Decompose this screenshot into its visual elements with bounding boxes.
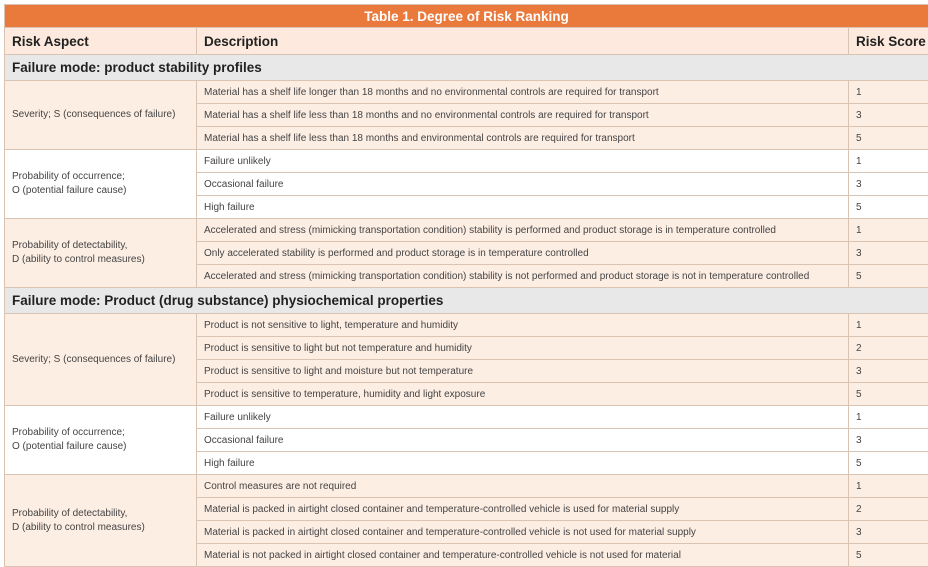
description-cell: Only accelerated stability is performed and product storage is in temperature controlled bbox=[197, 242, 849, 265]
description-cell: Material has a shelf life less than 18 months and no environmental controls are required for transport bbox=[197, 104, 849, 127]
risk-aspect-cell bbox=[5, 314, 197, 406]
column-header-risk-score: Risk Score bbox=[849, 28, 928, 55]
risk-aspect-line1: Probability of occurrence; bbox=[12, 427, 125, 438]
risk-aspect-line2: D (ability to control measures) bbox=[12, 254, 145, 265]
risk-score-cell: 1 bbox=[849, 475, 928, 498]
section-heading-row bbox=[5, 288, 928, 314]
description-cell: High failure bbox=[197, 452, 849, 475]
risk-score-cell: 1 bbox=[849, 314, 928, 337]
description-cell: Material is packed in airtight closed container and temperature-controlled vehicle is used for material supply bbox=[197, 498, 849, 521]
description-cell: Material has a shelf life longer than 18 months and no environmental controls are required for transport bbox=[197, 81, 849, 104]
table-row bbox=[5, 150, 928, 173]
table-row bbox=[5, 219, 928, 242]
description-cell: Material is packed in airtight closed container and temperature-controlled vehicle is not used for material supply bbox=[197, 521, 849, 544]
column-header-risk-aspect: Risk Aspect bbox=[5, 28, 197, 55]
table-header-row bbox=[5, 28, 928, 55]
table-body bbox=[5, 55, 928, 567]
risk-score-cell: 1 bbox=[849, 150, 928, 173]
risk-aspect-line1: Probability of detectability, bbox=[12, 240, 127, 251]
risk-score-cell: 5 bbox=[849, 383, 928, 406]
risk-aspect-line2: D (ability to control measures) bbox=[12, 522, 145, 533]
description-cell: Occasional failure bbox=[197, 173, 849, 196]
description-cell: Occasional failure bbox=[197, 429, 849, 452]
risk-aspect-line1: Severity; S (consequences of failure) bbox=[12, 354, 175, 365]
section-heading: Failure mode: Product (drug substance) physiochemical properties bbox=[5, 288, 928, 314]
risk-score-cell: 3 bbox=[849, 173, 928, 196]
risk-score-cell: 3 bbox=[849, 521, 928, 544]
risk-score-cell: 2 bbox=[849, 498, 928, 521]
risk-aspect-line2: O (potential failure cause) bbox=[12, 185, 127, 196]
description-cell: High failure bbox=[197, 196, 849, 219]
risk-score-cell: 5 bbox=[849, 196, 928, 219]
description-cell: Control measures are not required bbox=[197, 475, 849, 498]
risk-aspect-line1: Probability of detectability, bbox=[12, 508, 127, 519]
risk-aspect-line2: O (potential failure cause) bbox=[12, 441, 127, 452]
risk-aspect-cell bbox=[5, 406, 197, 475]
table-title-row bbox=[5, 5, 928, 28]
table-row bbox=[5, 475, 928, 498]
description-cell: Material has a shelf life less than 18 months and environmental controls are required for transport bbox=[197, 127, 849, 150]
description-cell: Material is not packed in airtight closed container and temperature-controlled vehicle is not used for material bbox=[197, 544, 849, 567]
risk-score-cell: 5 bbox=[849, 127, 928, 150]
description-cell: Product is sensitive to light but not temperature and humidity bbox=[197, 337, 849, 360]
table-row bbox=[5, 81, 928, 104]
risk-aspect-cell bbox=[5, 150, 197, 219]
risk-score-cell: 3 bbox=[849, 104, 928, 127]
risk-score-cell: 3 bbox=[849, 429, 928, 452]
description-cell: Failure unlikely bbox=[197, 150, 849, 173]
description-cell: Product is sensitive to temperature, humidity and light exposure bbox=[197, 383, 849, 406]
description-cell: Product is not sensitive to light, temperature and humidity bbox=[197, 314, 849, 337]
description-cell: Failure unlikely bbox=[197, 406, 849, 429]
column-header-description: Description bbox=[197, 28, 849, 55]
description-cell: Product is sensitive to light and moisture but not temperature bbox=[197, 360, 849, 383]
risk-score-cell: 3 bbox=[849, 242, 928, 265]
risk-score-cell: 5 bbox=[849, 265, 928, 288]
risk-aspect-line1: Probability of occurrence; bbox=[12, 171, 125, 182]
risk-score-cell: 1 bbox=[849, 81, 928, 104]
risk-ranking-table bbox=[4, 4, 928, 567]
risk-score-cell: 3 bbox=[849, 360, 928, 383]
table-row bbox=[5, 406, 928, 429]
section-heading: Failure mode: product stability profiles bbox=[5, 55, 928, 81]
risk-score-cell: 1 bbox=[849, 219, 928, 242]
risk-score-cell: 2 bbox=[849, 337, 928, 360]
section-heading-row bbox=[5, 55, 928, 81]
risk-aspect-line1: Severity; S (consequences of failure) bbox=[12, 109, 175, 120]
risk-score-cell: 5 bbox=[849, 544, 928, 567]
description-cell: Accelerated and stress (mimicking transportation condition) stability is not performed and product storage is not in temperature controlled bbox=[197, 265, 849, 288]
risk-aspect-cell bbox=[5, 219, 197, 288]
risk-score-cell: 5 bbox=[849, 452, 928, 475]
table-title: Table 1. Degree of Risk Ranking bbox=[5, 5, 928, 28]
risk-aspect-cell bbox=[5, 475, 197, 567]
table-row bbox=[5, 314, 928, 337]
risk-aspect-cell bbox=[5, 81, 197, 150]
risk-score-cell: 1 bbox=[849, 406, 928, 429]
description-cell: Accelerated and stress (mimicking transportation condition) stability is performed and product storage is in temperature controlled bbox=[197, 219, 849, 242]
